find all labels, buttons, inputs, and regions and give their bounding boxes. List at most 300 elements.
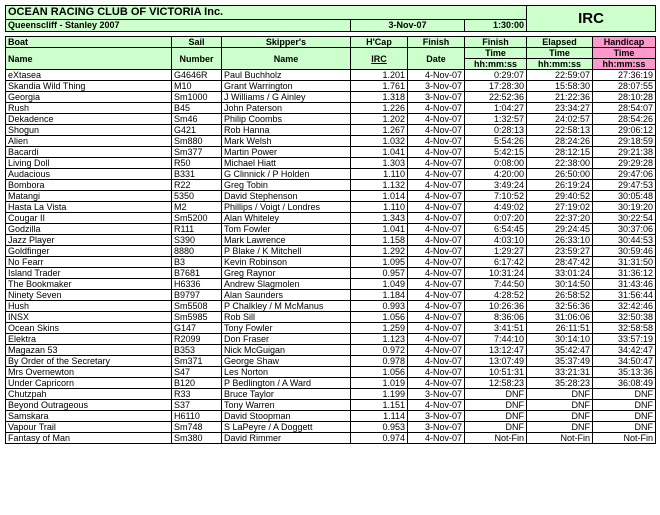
finish-date: 4-Nov-07	[408, 246, 465, 257]
sail-number: Sm380	[172, 433, 222, 444]
sail-number: B9797	[172, 290, 222, 301]
elapsed-time: Not-Fin	[527, 433, 593, 444]
table-row	[6, 213, 656, 224]
table-row	[6, 169, 656, 180]
skipper-name: Grant Warrington	[222, 81, 351, 92]
skipper-name: Alan Saunders	[222, 290, 351, 301]
elapsed-time: 33:21:31	[527, 367, 593, 378]
results-sheet	[5, 5, 655, 444]
table-row	[6, 389, 656, 400]
elapsed-time: 30:14:10	[527, 334, 593, 345]
boat-name: Elektra	[6, 334, 172, 345]
elapsed-time: 30:14:50	[527, 279, 593, 290]
handicap-factor: 1.095	[351, 257, 408, 268]
handicap-time: Not-Fin	[593, 433, 656, 444]
handicap-time: 28:10:28	[593, 92, 656, 103]
sail-number: Sm5985	[172, 312, 222, 323]
handicap-time: 34:42:47	[593, 345, 656, 356]
sail-number: Sm5200	[172, 213, 222, 224]
finish-time: 7:44:10	[465, 334, 527, 345]
table-row	[6, 246, 656, 257]
finish-date: 4-Nov-07	[408, 257, 465, 268]
finish-time: 17:28:30	[465, 81, 527, 92]
skipper-name: Phillips / Voigt / Londres	[222, 202, 351, 213]
skipper-name: Alan Whiteley	[222, 213, 351, 224]
elapsed-time: 22:37:20	[527, 213, 593, 224]
elapsed-time: DNF	[527, 422, 593, 433]
finish-time: 5:42:15	[465, 147, 527, 158]
finish-time: 10:26:36	[465, 301, 527, 312]
sail-number: B120	[172, 378, 222, 389]
finish-time: DNF	[465, 389, 527, 400]
skipper-name: David Stoopman	[222, 411, 351, 422]
handicap-time: 32:50:38	[593, 312, 656, 323]
finish-date: 4-Nov-07	[408, 356, 465, 367]
elapsed-time: 32:56:36	[527, 301, 593, 312]
elapsed-time: 28:12:15	[527, 147, 593, 158]
elapsed-time: 22:38:00	[527, 158, 593, 169]
skipper-name: Philip Coombs	[222, 114, 351, 125]
handicap-factor: 1.201	[351, 70, 408, 81]
sail-number: B45	[172, 103, 222, 114]
finish-date: 4-Nov-07	[408, 213, 465, 224]
skipper-name: John Paterson	[222, 103, 351, 114]
elapsed-time: 31:06:06	[527, 312, 593, 323]
finish-date: 4-Nov-07	[408, 70, 465, 81]
handicap-time: 31:43:46	[593, 279, 656, 290]
finish-time: 8:36:06	[465, 312, 527, 323]
table-row	[6, 92, 656, 103]
elapsed-time: DNF	[527, 400, 593, 411]
skipper-name: S LaPeyre / A Doggett	[222, 422, 351, 433]
col-finish-time-2: Time	[465, 48, 527, 59]
race-date: 3-Nov-07	[351, 20, 465, 32]
finish-date: 3-Nov-07	[408, 92, 465, 103]
boat-name: Shogun	[6, 125, 172, 136]
skipper-name: P Chalkley / M McManus	[222, 301, 351, 312]
table-row	[6, 103, 656, 114]
elapsed-time: DNF	[527, 411, 593, 422]
elapsed-time: 28:24:26	[527, 136, 593, 147]
skipper-name: Greg Tobin	[222, 180, 351, 191]
elapsed-time: 22:59:07	[527, 70, 593, 81]
finish-time: 22:52:36	[465, 92, 527, 103]
handicap-time: 31:56:44	[593, 290, 656, 301]
handicap-time: 34:50:47	[593, 356, 656, 367]
finish-time: 4:28:52	[465, 290, 527, 301]
handicap-time: 28:54:07	[593, 103, 656, 114]
finish-date: 4-Nov-07	[408, 367, 465, 378]
table-row	[6, 180, 656, 191]
finish-time: DNF	[465, 411, 527, 422]
finish-date: 4-Nov-07	[408, 169, 465, 180]
finish-date: 4-Nov-07	[408, 202, 465, 213]
handicap-time: 32:58:58	[593, 323, 656, 334]
skipper-name: Rob Sill	[222, 312, 351, 323]
boat-name: Vapour Trail	[6, 422, 172, 433]
finish-time: 1:32:57	[465, 114, 527, 125]
finish-time: 5:54:26	[465, 136, 527, 147]
handicap-time: 31:36:12	[593, 268, 656, 279]
col-handicap-3: hh:mm:ss	[593, 59, 656, 70]
handicap-factor: 1.032	[351, 136, 408, 147]
sail-number: B3	[172, 257, 222, 268]
finish-date: 4-Nov-07	[408, 268, 465, 279]
handicap-time: 29:47:53	[593, 180, 656, 191]
skipper-name: Tony Fowler	[222, 323, 351, 334]
finish-time: 12:58:23	[465, 378, 527, 389]
table-row	[6, 70, 656, 81]
finish-date: 4-Nov-07	[408, 103, 465, 114]
col-elapsed-2: Time	[527, 48, 593, 59]
skipper-name: Martin Power	[222, 147, 351, 158]
elapsed-time: 21:22:36	[527, 92, 593, 103]
finish-time: Not-Fin	[465, 433, 527, 444]
finish-time: 7:44:50	[465, 279, 527, 290]
skipper-name: Mark Lawrence	[222, 235, 351, 246]
table-row	[6, 191, 656, 202]
sail-number: G4646R	[172, 70, 222, 81]
handicap-factor: 1.041	[351, 224, 408, 235]
skipper-name: Bruce Taylor	[222, 389, 351, 400]
col-finish-time-1: Finish	[465, 37, 527, 48]
sail-number: R33	[172, 389, 222, 400]
col-boat-2: Name	[6, 48, 172, 70]
finish-date: 4-Nov-07	[408, 191, 465, 202]
boat-name: Bombora	[6, 180, 172, 191]
handicap-time: 29:06:12	[593, 125, 656, 136]
table-row	[6, 235, 656, 246]
boat-name: Goldfinger	[6, 246, 172, 257]
sail-number: S47	[172, 367, 222, 378]
elapsed-time: 26:33:10	[527, 235, 593, 246]
col-hcap-2: IRC	[351, 48, 408, 70]
handicap-factor: 1.158	[351, 235, 408, 246]
boat-name: Magazan 53	[6, 345, 172, 356]
boat-name: INSX	[6, 312, 172, 323]
handicap-factor: 1.292	[351, 246, 408, 257]
finish-time: 3:41:51	[465, 323, 527, 334]
table-row	[6, 136, 656, 147]
handicap-factor: 0.957	[351, 268, 408, 279]
sail-number: Sm5508	[172, 301, 222, 312]
table-row	[6, 279, 656, 290]
boat-name: No Fearr	[6, 257, 172, 268]
handicap-factor: 1.110	[351, 169, 408, 180]
table-row	[6, 323, 656, 334]
elapsed-time: 35:37:49	[527, 356, 593, 367]
handicap-time: 27:36:19	[593, 70, 656, 81]
sail-number: S390	[172, 235, 222, 246]
table-row	[6, 301, 656, 312]
sail-number: H6110	[172, 411, 222, 422]
finish-date: 3-Nov-07	[408, 411, 465, 422]
boat-name: eXtasea	[6, 70, 172, 81]
col-finish-date-2: Date	[408, 48, 465, 70]
finish-time: 4:20:00	[465, 169, 527, 180]
handicap-factor: 1.343	[351, 213, 408, 224]
handicap-time: DNF	[593, 400, 656, 411]
finish-time: 1:04:27	[465, 103, 527, 114]
sail-number: M2	[172, 202, 222, 213]
handicap-time: 32:42:46	[593, 301, 656, 312]
handicap-time: 30:44:53	[593, 235, 656, 246]
handicap-factor: 1.014	[351, 191, 408, 202]
finish-time: 13:07:49	[465, 356, 527, 367]
table-row	[6, 378, 656, 389]
finish-time: 0:29:07	[465, 70, 527, 81]
finish-time: 4:49:02	[465, 202, 527, 213]
handicap-factor: 1.123	[351, 334, 408, 345]
col-finish-time-3: hh:mm:ss	[465, 59, 527, 70]
finish-date: 4-Nov-07	[408, 290, 465, 301]
table-row	[6, 147, 656, 158]
handicap-time: DNF	[593, 422, 656, 433]
handicap-factor: 1.259	[351, 323, 408, 334]
handicap-time: 29:21:38	[593, 147, 656, 158]
skipper-name: Nick McGuigan	[222, 345, 351, 356]
finish-date: 4-Nov-07	[408, 400, 465, 411]
skipper-name: David Rimmer	[222, 433, 351, 444]
elapsed-time: 26:50:00	[527, 169, 593, 180]
col-handicap-2: Time	[593, 48, 656, 59]
handicap-factor: 1.110	[351, 202, 408, 213]
finish-date: 3-Nov-07	[408, 422, 465, 433]
column-header-row-2	[6, 48, 656, 59]
sail-number: 8880	[172, 246, 222, 257]
finish-date: 4-Nov-07	[408, 180, 465, 191]
handicap-factor: 1.049	[351, 279, 408, 290]
table-row	[6, 114, 656, 125]
club-title: OCEAN RACING CLUB OF VICTORIA Inc.	[6, 6, 527, 20]
finish-time: 0:08:00	[465, 158, 527, 169]
finish-time: 10:31:24	[465, 268, 527, 279]
finish-date: 4-Nov-07	[408, 312, 465, 323]
table-row	[6, 400, 656, 411]
finish-date: 4-Nov-07	[408, 378, 465, 389]
results-body	[6, 70, 656, 444]
handicap-factor: 1.199	[351, 389, 408, 400]
elapsed-time: 23:59:27	[527, 246, 593, 257]
handicap-factor: 1.303	[351, 158, 408, 169]
col-sail-1: Sail	[172, 37, 222, 48]
boat-name: Rush	[6, 103, 172, 114]
handicap-factor: 1.267	[351, 125, 408, 136]
boat-name: Ocean Skins	[6, 323, 172, 334]
table-row	[6, 81, 656, 92]
boat-name: Mrs Overnewton	[6, 367, 172, 378]
finish-date: 4-Nov-07	[408, 114, 465, 125]
handicap-time: 36:08:49	[593, 378, 656, 389]
boat-name: Samskara	[6, 411, 172, 422]
handicap-factor: 1.202	[351, 114, 408, 125]
sail-number: Sm880	[172, 136, 222, 147]
handicap-time: 29:29:28	[593, 158, 656, 169]
handicap-time: 28:54:26	[593, 114, 656, 125]
table-row	[6, 367, 656, 378]
sail-number: B353	[172, 345, 222, 356]
sail-number: 5350	[172, 191, 222, 202]
handicap-factor: 1.151	[351, 400, 408, 411]
finish-date: 4-Nov-07	[408, 433, 465, 444]
handicap-factor: 1.019	[351, 378, 408, 389]
skipper-name: David Stephenson	[222, 191, 351, 202]
sail-number: Sm748	[172, 422, 222, 433]
handicap-time: 30:05:48	[593, 191, 656, 202]
col-handicap-1: Handicap	[593, 37, 656, 48]
table-row	[6, 411, 656, 422]
boat-name: Ninety Seven	[6, 290, 172, 301]
finish-date: 4-Nov-07	[408, 158, 465, 169]
handicap-factor: 0.978	[351, 356, 408, 367]
finish-time: 4:03:10	[465, 235, 527, 246]
finish-time: DNF	[465, 400, 527, 411]
handicap-factor: 1.132	[351, 180, 408, 191]
handicap-time: DNF	[593, 411, 656, 422]
skipper-name: George Shaw	[222, 356, 351, 367]
handicap-factor: 1.056	[351, 367, 408, 378]
handicap-time: 30:19:20	[593, 202, 656, 213]
table-row	[6, 125, 656, 136]
skipper-name: Tom Fowler	[222, 224, 351, 235]
elapsed-time: 23:34:27	[527, 103, 593, 114]
elapsed-time: 26:19:24	[527, 180, 593, 191]
handicap-factor: 1.056	[351, 312, 408, 323]
elapsed-time: 24:02:57	[527, 114, 593, 125]
handicap-factor: 1.226	[351, 103, 408, 114]
finish-date: 4-Nov-07	[408, 323, 465, 334]
handicap-time: 31:31:50	[593, 257, 656, 268]
sail-number: Sm377	[172, 147, 222, 158]
finish-time: 0:28:13	[465, 125, 527, 136]
elapsed-time: 29:40:52	[527, 191, 593, 202]
sail-number: B331	[172, 169, 222, 180]
finish-date: 4-Nov-07	[408, 235, 465, 246]
skipper-name: G Clinnick / P Holden	[222, 169, 351, 180]
table-row	[6, 257, 656, 268]
finish-date: 4-Nov-07	[408, 334, 465, 345]
table-row	[6, 345, 656, 356]
finish-date: 4-Nov-07	[408, 224, 465, 235]
finish-time: 0:07:20	[465, 213, 527, 224]
boat-name: Cougar II	[6, 213, 172, 224]
elapsed-time: 28:47:42	[527, 257, 593, 268]
results-table	[5, 5, 656, 444]
elapsed-time: 35:42:47	[527, 345, 593, 356]
boat-name: Alien	[6, 136, 172, 147]
table-row	[6, 224, 656, 235]
table-row	[6, 356, 656, 367]
boat-name: Fantasy of Man	[6, 433, 172, 444]
skipper-name: Paul Buchholz	[222, 70, 351, 81]
handicap-factor: 1.761	[351, 81, 408, 92]
handicap-factor: 0.972	[351, 345, 408, 356]
boat-name: Island Trader	[6, 268, 172, 279]
table-row	[6, 268, 656, 279]
skipper-name: Michael Hiatt	[222, 158, 351, 169]
handicap-factor: 1.041	[351, 147, 408, 158]
finish-time: DNF	[465, 422, 527, 433]
sail-number: Sm1000	[172, 92, 222, 103]
boat-name: Chutzpah	[6, 389, 172, 400]
skipper-name: Les Norton	[222, 367, 351, 378]
table-row	[6, 202, 656, 213]
boat-name: Hush	[6, 301, 172, 312]
col-elapsed-1: Elapsed	[527, 37, 593, 48]
handicap-time: 30:59:46	[593, 246, 656, 257]
elapsed-time: 15:58:30	[527, 81, 593, 92]
race-name: Queenscliff - Stanley 2007	[6, 20, 351, 32]
col-finish-date-1: Finish	[408, 37, 465, 48]
handicap-time: 35:13:36	[593, 367, 656, 378]
col-elapsed-3: hh:mm:ss	[527, 59, 593, 70]
column-header-row-1	[6, 37, 656, 48]
skipper-name: Andrew Slagmolen	[222, 279, 351, 290]
division-label: IRC	[527, 6, 656, 32]
table-row	[6, 433, 656, 444]
elapsed-time: 22:58:13	[527, 125, 593, 136]
skipper-name: P Bedlington / A Ward	[222, 378, 351, 389]
sail-number: Sm371	[172, 356, 222, 367]
sail-number: R111	[172, 224, 222, 235]
boat-name: Matangi	[6, 191, 172, 202]
finish-time: 6:54:45	[465, 224, 527, 235]
boat-name: Skandia Wild Thing	[6, 81, 172, 92]
boat-name: Dekadence	[6, 114, 172, 125]
sail-number: R22	[172, 180, 222, 191]
handicap-factor: 1.114	[351, 411, 408, 422]
handicap-time: 30:22:54	[593, 213, 656, 224]
table-row	[6, 290, 656, 301]
sail-number: R50	[172, 158, 222, 169]
finish-time: 6:17:42	[465, 257, 527, 268]
handicap-time: 33:57:19	[593, 334, 656, 345]
handicap-time: 29:47:06	[593, 169, 656, 180]
race-start-time: 1:30:00	[465, 20, 527, 32]
skipper-name: Tony Warren	[222, 400, 351, 411]
handicap-time: 29:18:59	[593, 136, 656, 147]
boat-name: Beyond Outrageous	[6, 400, 172, 411]
boat-name: Under Capricorn	[6, 378, 172, 389]
finish-date: 4-Nov-07	[408, 125, 465, 136]
elapsed-time: 27:19:02	[527, 202, 593, 213]
elapsed-time: 35:28:23	[527, 378, 593, 389]
boat-name: Georgia	[6, 92, 172, 103]
handicap-factor: 0.953	[351, 422, 408, 433]
finish-date: 4-Nov-07	[408, 279, 465, 290]
boat-name: By Order of the Secretary	[6, 356, 172, 367]
col-sail-2: Number	[172, 48, 222, 70]
finish-date: 4-Nov-07	[408, 301, 465, 312]
sail-number: G421	[172, 125, 222, 136]
table-row	[6, 334, 656, 345]
table-row	[6, 312, 656, 323]
boat-name: Jazz Player	[6, 235, 172, 246]
sail-number: B7681	[172, 268, 222, 279]
table-row	[6, 158, 656, 169]
elapsed-time: DNF	[527, 389, 593, 400]
skipper-name: P Blake / K Mitchell	[222, 246, 351, 257]
boat-name: Living Doll	[6, 158, 172, 169]
finish-time: 10:51:31	[465, 367, 527, 378]
handicap-time: 28:07:55	[593, 81, 656, 92]
boat-name: Audacious	[6, 169, 172, 180]
sail-number: Sm46	[172, 114, 222, 125]
finish-date: 4-Nov-07	[408, 136, 465, 147]
sail-number: S37	[172, 400, 222, 411]
handicap-factor: 1.318	[351, 92, 408, 103]
finish-date: 4-Nov-07	[408, 345, 465, 356]
